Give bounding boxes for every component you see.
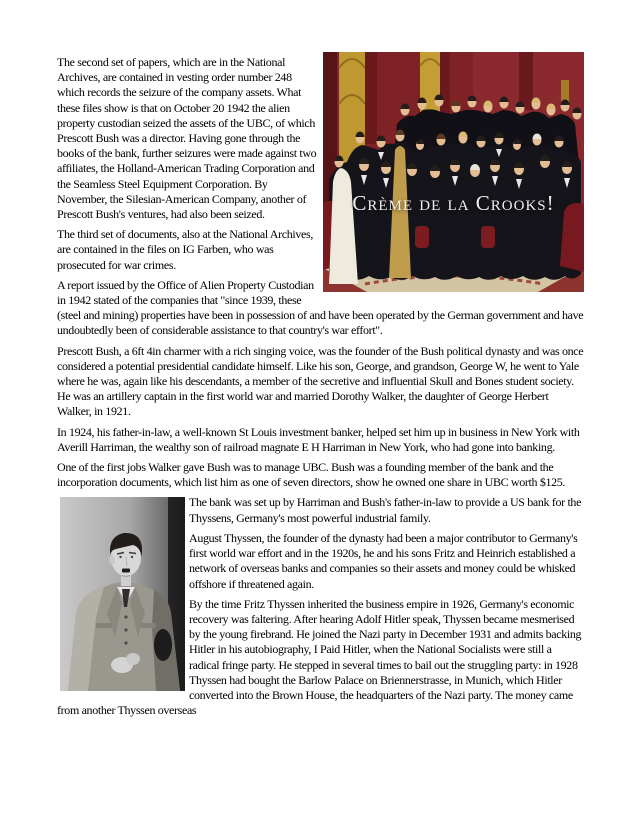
paragraph: In 1924, his father-in-law, a well-known St Louis investment banker, helped set him up in business in New York with Averill Harriman, the wealthy son of railroad magnate E H Harriman in New York, who had gone into banking.	[57, 424, 580, 454]
paragraph	[57, 55, 584, 222]
group-photo	[323, 52, 584, 292]
paragraph: Prescott Bush, a 6ft 4in charmer with a rich singing voice, was the founder of the Bush political dynasty and was once considered a potential presidential candidate himself. Like his son, George, and grandson, George W, he went to Yale where he was, again like his descendants, a member of the secretive and influential Skull and Bones student society. He was an artillery captain in the first world war and married Dorothy Walker, the daughter of George Herbert Walker, in 1921.	[57, 343, 584, 419]
paragraph: August Thyssen, the founder of the dynasty had been a major contributor to Germany's first world war effort and in the 1920s, he and his sons Fritz and Heinrich established a network of overseas banks and companies so their assets and money could be whisked offshore if threatened again.	[189, 530, 578, 591]
paragraph: A report issued by the Office of Alien Property Custodian in 1942 stated of the companies that "since 1939, these (steel and mining) properties have been in possession of and have been operated by the German government and have undoubtedly been of considerable assistance to that country's war effort".	[57, 277, 584, 338]
group-photo-caption: Crème de la Crooks!	[352, 191, 555, 215]
bush-family-photo-illustration	[323, 52, 584, 292]
paragraph: By the time Fritz Thyssen inherited the business empire in 1926, Germany's economic recovery was faltering. After hearing Adolf Hitler speak, Thyssen became mesmerised by the young firebrand. He joined the Nazi party in December 1931 and admits backing Hitler in his autobiography, I Paid Hitler, when the National Socialists were still a radical fringe party. He stepped in several times to bail out the struggling party: in 1928 Thyssen had bought the Barlow Palace on Briennerstrasse, in Munich, which Hitler converted into the Brown House, the headquarters of the Nazi party. The money came from another Thyssen overseas	[57, 596, 582, 718]
paragraph: One of the first jobs Walker gave Bush was to manage UBC. Bush was a founding member of the bank and the incorporation documents, which list him as one of seven directors, show he owned one share in UBC worth $125.	[57, 460, 566, 490]
hitler-photo-illustration	[60, 497, 185, 691]
paragraph-text: The bank was set up by Harriman and Bush's father-in-law to provide a US bank for the Thyssens, Germany's most powerful industrial family.	[189, 495, 582, 525]
hitler-photo	[60, 497, 185, 691]
paragraph	[57, 495, 584, 525]
paragraph: The third set of documents, also at the National Archives, are contained in the files on IG Farben, who was prosecuted for war crimes.	[57, 227, 313, 272]
paragraph-text: The second set of papers, which are in the National Archives, are contained in vesting order number 248 which records the seizure of the company assets. What these files show is that on October 20 1942 the alien property custodian seized the assets of the UBC, of which Prescott Bush was a director. Having gone through the books of the bank, further seizures were made against two affiliates, the Holland-American Trading Corporation and the Seamless Steel Equipment Corporation. By November, the Silesian-American Company, another of Prescott Bush's ventures, had also been seized.	[57, 55, 317, 222]
